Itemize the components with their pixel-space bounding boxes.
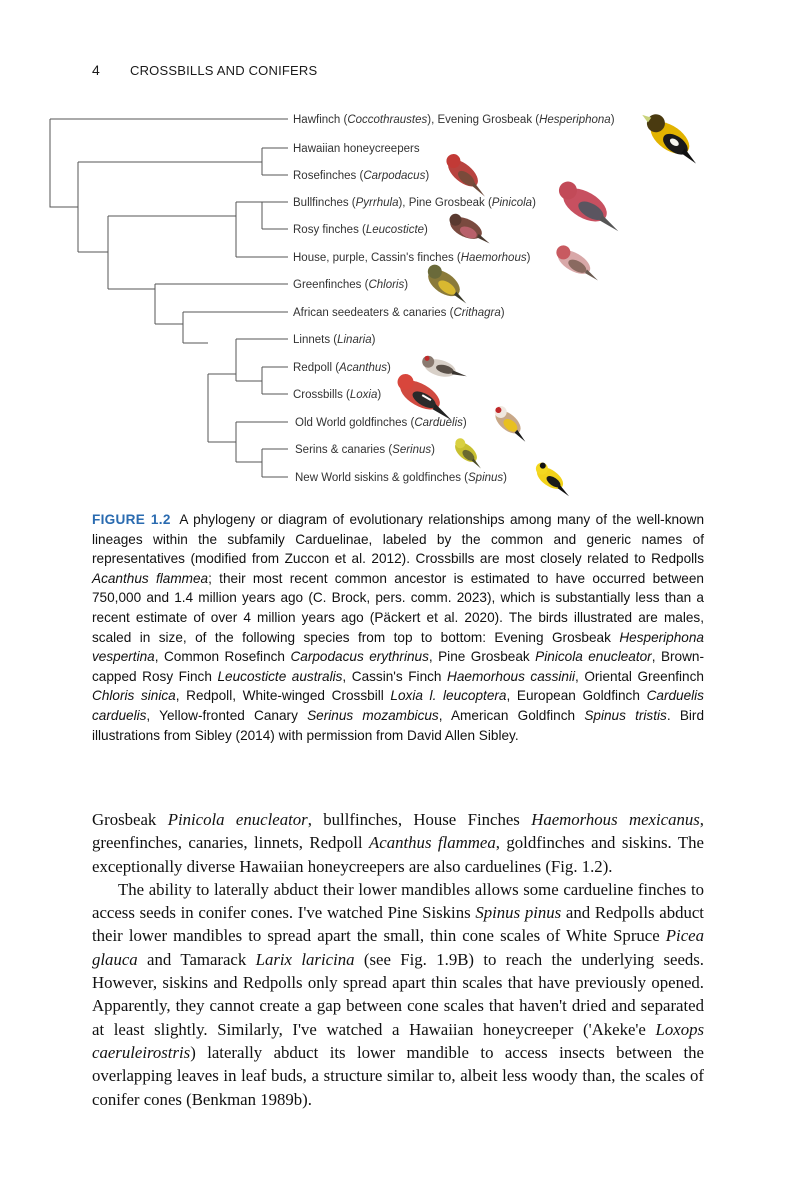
caption-italic: Chloris sinica: [92, 688, 176, 704]
leaf-label-redpoll: Redpoll (Acanthus): [293, 362, 391, 374]
rosy-finch-icon: [445, 212, 495, 248]
caption-italic: Pinicola enucleator: [535, 649, 652, 665]
paragraph-1: Grosbeak Pinicola enucleator, bullfinches, House Finches Haemorhous mexicanus, greenfinches, canaries, linnets, Redpoll Acanthus flammea, goldfinches and siskins. The exceptionally diverse Hawaiian honeycreepers are also carduelines (Fig. 1.2).: [92, 810, 704, 876]
caption-text: , Yellow-fronted Canary: [146, 707, 308, 723]
caption-text: , Redpoll, White-winged Crossbill: [175, 688, 391, 704]
caption-italic: Leucosticte australis: [217, 668, 343, 684]
tree-branches: [50, 119, 288, 477]
leaf-label-bullfinches: Bullfinches (Pyrrhula), Pine Grosbeak (Pinicola): [293, 197, 536, 209]
caption-italic: Spinus tristis: [584, 707, 667, 723]
caption-text: A phylogeny or diagram of evolutionary relationships among many of the well-known lineages within the subfamily Carduelinae, labeled by the common and generic names of representatives (modified from Zuccon et al. 2012). Crossbills are most closely related to Redpolls: [92, 512, 704, 567]
figure-caption: [92, 510, 704, 745]
caption-italic: Hesperiphona vespertina: [92, 629, 704, 665]
phylogeny-tree: [0, 100, 800, 500]
leaf-label-greenfinches: Greenfinches (Chloris): [293, 279, 409, 291]
caption-italic: Carduelis carduelis: [92, 688, 704, 723]
caption-text: , Brown-capped Rosy Finch: [92, 649, 705, 684]
paragraph-2: The ability to laterally abduct their lower mandibles allows some cardueline finches to access seeds in conifer cones. I've watched Pine Siskins Spinus pinus and Redpolls abduct their lower mandibles to spread apart the small, thin cone scales of White Spruce Picea glauca and Tamarack Larix laricina (see Fig. 1.9B) to reach the underlying seeds. However, siskins and Redpolls only spread apart thin scales that have previously opened. Apparently, they cannot create a gap between cone scales that haven't dried and separated at least slightly. Similarly, I've watched a Hawaiian honeycreeper ('Akeke'e Loxops caeruleirostris) laterally abduct its lower mandible to access insects between the overlapping leaves in leaf buds, a structure similar to, albeit less woody than, the scales of conifer cones (Benkman 1989b).: [92, 879, 705, 1109]
leaf-label-new-world-siskins: New World siskins & goldfinches (Spinus): [295, 472, 508, 484]
american-goldfinch-icon: [531, 460, 577, 499]
cassins-finch-icon: [551, 243, 605, 285]
caption-text: ; their most recent common ancestor is estimated to have occurred between 750,000 and 1.4 million years ago (C. Brock, pers. comm. 2023), which is substantially less than a recent estimate of over 4 million years ago (Päckert et al. 2020). The birds illustrated are males, scaled in size, of the following species from top to bottom: Evening Grosbeak: [92, 570, 704, 645]
running-head: [92, 62, 317, 78]
goldfinch-icon: [489, 404, 534, 445]
caption-italic: Serinus mozambicus: [307, 707, 439, 723]
caption-text: , American Goldfinch: [438, 707, 585, 723]
caption-text: , Common Rosefinch: [154, 649, 291, 665]
leaf-label-crossbills: Crossbills (Loxia): [293, 389, 382, 401]
branch-root: [50, 119, 78, 207]
caption-text: , Pine Grosbeak: [428, 649, 536, 665]
redpoll-icon: [420, 354, 470, 383]
caption-text: , Oriental Greenfinch: [575, 668, 704, 684]
rosefinch-icon: [440, 151, 494, 200]
caption-text: , European Goldfinch: [506, 688, 647, 704]
caption-italic: Carpodacus erythrinus: [290, 649, 429, 665]
body-text: [92, 808, 704, 1111]
leaf-label-hawaiian-honeycreepers: Hawaiian honeycreepers: [293, 143, 420, 155]
caption-italic: Loxia l. leucoptera: [390, 688, 507, 704]
caption-italic: Acanthus flammea: [92, 570, 209, 586]
greenfinch-icon: [421, 262, 475, 308]
caption-text: , Cassin's Finch: [342, 668, 448, 684]
page-number: 4: [92, 62, 100, 78]
evening-grosbeak-icon: [634, 107, 707, 169]
leaf-label-african-seedeaters: African seedeaters & canaries (Crithagra): [293, 307, 505, 319]
leaf-label-rosy-finches: Rosy finches (Leucosticte): [293, 224, 428, 236]
leaf-label-linnets: Linnets (Linaria): [293, 334, 376, 346]
leaf-label-hawfinch: Hawfinch (Coccothraustes), Evening Grosbeak (Hesperiphona): [293, 114, 615, 126]
leaf-label-serins: Serins & canaries (Serinus): [295, 444, 435, 456]
caption-text: . Bird illustrations from Sibley (2014) with permission from David Allen Sibley.: [92, 707, 705, 743]
serin-icon: [450, 436, 488, 471]
leaf-label-rosefinches: Rosefinches (Carpodacus): [293, 170, 430, 182]
running-title: CROSSBILLS AND CONIFERS: [130, 63, 318, 78]
leaf-label-house-finches: House, purple, Cassin's finches (Haemorhous): [293, 252, 531, 264]
pine-grosbeak-icon: [552, 178, 628, 237]
figure-label: FIGURE 1.2: [92, 512, 171, 527]
leaf-label-old-world-goldfinches: Old World goldfinches (Carduelis): [295, 417, 467, 429]
caption-italic: Haemorhous cassinii: [447, 668, 575, 684]
